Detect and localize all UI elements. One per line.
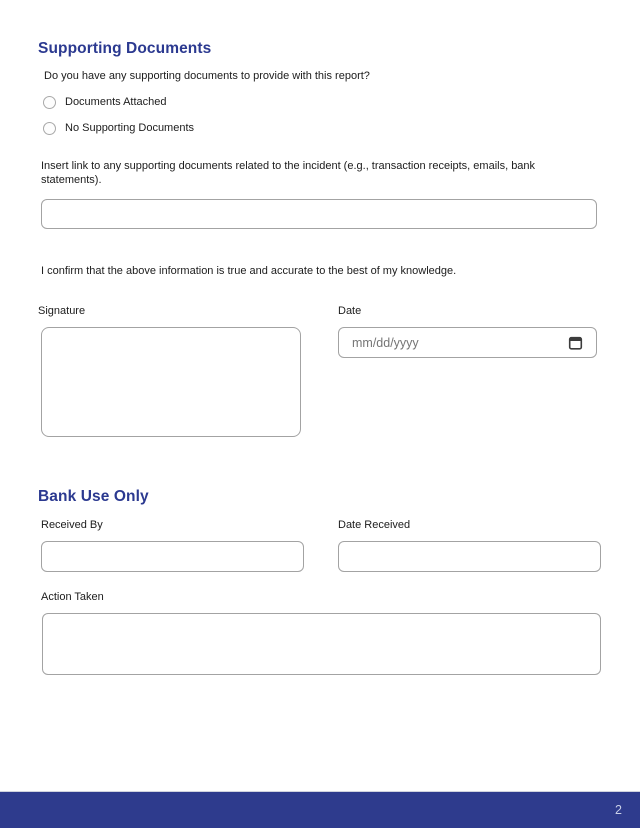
- supporting-documents-heading: Supporting Documents: [38, 40, 212, 57]
- action-taken-input[interactable]: [42, 613, 601, 675]
- confirmation-text: I confirm that the above information is true and accurate to the best of my knowledge.: [41, 265, 457, 277]
- supporting-documents-question: Do you have any supporting documents to provide with this report?: [44, 70, 370, 82]
- date-label: Date: [338, 305, 362, 317]
- bank-use-only-section: [38, 487, 600, 675]
- link-instruction-text: Insert link to any supporting documents related to the incident (e.g., transaction receipts, emails, bank statements).: [41, 160, 536, 186]
- action-taken-label: Action Taken: [41, 591, 104, 603]
- radio-label: Documents Attached: [65, 95, 167, 108]
- page-footer: [0, 791, 640, 828]
- date-placeholder: mm/dd/yyyy: [352, 335, 419, 350]
- page-number: 2: [615, 803, 622, 817]
- radio-option-no-supporting-documents[interactable]: [43, 121, 600, 135]
- signature-date-row: [38, 305, 600, 437]
- signature-label: Signature: [38, 305, 86, 317]
- date-received-input[interactable]: [338, 541, 601, 572]
- radio-label: No Supporting Documents: [65, 121, 195, 134]
- radio-option-documents-attached[interactable]: [43, 95, 600, 109]
- signature-column: [38, 305, 338, 437]
- date-received-label: Date Received: [338, 519, 411, 531]
- radio-button-icon[interactable]: [43, 96, 56, 109]
- date-received-column: [338, 519, 601, 572]
- received-by-column: [38, 519, 338, 572]
- date-column: [338, 305, 600, 437]
- received-by-input[interactable]: [41, 541, 304, 572]
- date-input[interactable]: [338, 327, 597, 358]
- calendar-icon[interactable]: [568, 335, 583, 351]
- bank-use-only-heading: Bank Use Only: [38, 488, 149, 505]
- radio-button-icon[interactable]: [43, 122, 56, 135]
- supporting-link-input[interactable]: [41, 199, 597, 229]
- signature-input[interactable]: [41, 327, 301, 437]
- received-row: [38, 519, 600, 572]
- action-taken-row: [38, 591, 600, 675]
- received-by-label: Received By: [41, 519, 103, 531]
